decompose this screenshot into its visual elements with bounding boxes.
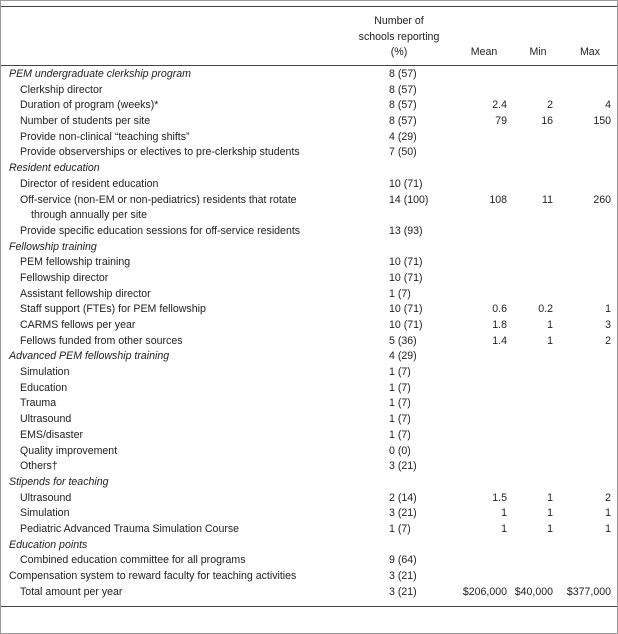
table-row [1,459,617,475]
header-number-reporting [341,14,457,61]
max-cell: 1 [605,303,611,316]
schools-reporting-cell: 0 (0) [389,444,411,457]
row-label [20,287,360,303]
min-cell: 1 [547,507,553,520]
min-cell: 11 [542,193,553,206]
schools-reporting-cell: 13 (93) [389,224,423,237]
section-row [1,161,617,177]
row-label-text: Total amount per year [20,585,123,598]
table-row [1,302,617,318]
table-row [1,569,617,585]
schools-reporting-cell: 10 (71) [389,303,423,316]
max-cell: 1 [605,507,611,520]
table-row [1,365,617,381]
row-label [20,224,360,240]
row-label [20,145,360,161]
row-label-text: Combined education committee for all programs [20,554,246,567]
table-row [1,177,617,193]
row-label-text: Trauma [20,397,57,410]
schools-reporting-cell: 10 (71) [389,319,423,332]
row-label-text: Education points [9,538,88,551]
row-label [20,193,360,224]
row-label [9,349,349,365]
row-label [9,538,349,554]
table-row [1,193,617,224]
schools-reporting-cell: 3 (21) [389,460,417,473]
header-mean: Mean [470,46,498,58]
max-cell: $377,000 [566,585,611,598]
bottom-rule [1,606,617,607]
schools-reporting-cell: 2 (14) [389,491,417,504]
row-label-text: Assistant fellowship director [20,287,151,300]
schools-reporting-cell: 1 (7) [389,428,411,441]
row-label [9,569,349,585]
row-label [9,67,349,83]
schools-reporting-cell: 1 (7) [389,413,411,426]
min-cell: 1 [547,522,553,535]
max-cell: 2 [605,334,611,347]
section-row [1,67,617,83]
row-label-text: Fellowship training [9,240,97,253]
row-label-text: Fellowship director [20,271,109,284]
row-label-text: Ultrasound [20,413,72,426]
header-max: Max [579,46,600,58]
table-row [1,145,617,161]
row-label [20,83,360,99]
row-label [20,585,360,601]
row-label [20,255,360,271]
section-row [1,349,617,365]
row-label-text: Pediatric Advanced Trauma Simulation Course [20,522,240,535]
mean-cell: 1 [501,522,507,535]
row-label-text: Number of students per site [20,115,151,128]
header-number-line1: Number of [374,15,424,27]
table-row [1,130,617,146]
schools-reporting-cell: 4 (29) [389,130,417,143]
min-cell: 1 [547,319,553,332]
row-label-text: Clerkship director [20,83,103,96]
table-row [1,271,617,287]
row-label-text: Director of resident education [20,177,159,190]
row-label-text: PEM fellowship training [20,256,131,269]
max-cell: 4 [605,99,611,112]
row-label [20,444,360,460]
min-cell: 2 [547,99,553,112]
top-rule [1,6,617,7]
max-cell: 2 [605,491,611,504]
schools-reporting-cell: 4 (29) [389,350,417,363]
row-label-text: Others† [20,460,58,473]
schools-reporting-cell: 10 (71) [389,177,423,190]
header-number-line3: (%) [390,46,408,58]
table-row [1,318,617,334]
row-label [20,271,360,287]
header-rule [1,65,617,66]
row-label [20,553,360,569]
max-cell: 150 [593,115,611,128]
header-number-line2: schools reporting [358,30,440,43]
row-label-text: Simulation [20,507,70,520]
table-row [1,585,617,601]
schools-reporting-cell: 10 (71) [389,271,423,284]
row-label-text: Stipends for teaching [9,475,109,488]
min-cell: 16 [541,115,553,128]
row-label-text: Compensation system to reward faculty for teaching activities [9,570,297,583]
row-label [20,365,360,381]
schools-reporting-cell: 8 (57) [389,115,417,128]
schools-reporting-cell: 1 (7) [389,522,411,535]
row-label-text: Provide specific education sessions for off-service residents [20,224,301,237]
schools-reporting-cell: 5 (36) [389,334,417,347]
row-label-text: Ultrasound [20,491,72,504]
row-label-text: Provide observerships or electives to pre-clerkship students [20,146,300,159]
row-label-text: EMS/disaster [20,428,83,441]
table-row [1,224,617,240]
max-cell: 3 [605,319,611,332]
table-row [1,381,617,397]
row-label [9,475,349,491]
schools-reporting-cell: 9 (64) [389,554,417,567]
min-cell: 0.2 [538,303,553,316]
row-label [9,161,349,177]
table-row [1,553,617,569]
row-label [20,114,360,130]
schools-reporting-cell: 1 (7) [389,397,411,410]
row-label-text: PEM undergraduate clerkship program [9,68,191,80]
row-label-text: CARMS fellows per year [20,319,136,332]
schools-reporting-cell: 14 (100) [389,193,429,206]
section-row [1,240,617,256]
schools-reporting-cell: 8 (57) [389,68,417,80]
row-label [20,318,360,334]
min-cell: 1 [547,334,553,347]
row-label-continuation: through annually per site [31,209,148,222]
row-label [20,428,360,444]
schools-reporting-cell: 8 (57) [389,83,417,96]
schools-reporting-cell: 8 (57) [389,99,417,112]
row-label-text: Off-service (non-EM or non-pediatrics) residents that rotate [20,193,297,206]
schools-reporting-cell: 1 (7) [389,287,411,300]
row-label-text: Fellows funded from other sources [20,334,183,347]
mean-cell: 79 [495,115,507,128]
row-label-text: Resident education [9,162,100,175]
row-label [20,491,360,507]
row-label-text: Education [20,381,68,394]
table-body [1,67,617,600]
max-cell: 260 [593,193,611,206]
table-row [1,506,617,522]
schools-reporting-cell: 7 (50) [389,146,417,159]
table-row [1,522,617,538]
table-row [1,334,617,350]
row-label [20,302,360,318]
schools-reporting-cell: 10 (71) [389,256,423,269]
row-label [20,412,360,428]
row-label-text: Advanced PEM fellowship training [9,350,170,363]
max-cell: 1 [605,522,611,535]
schools-reporting-cell: 1 (7) [389,366,411,379]
row-label [20,459,360,475]
schools-reporting-cell: 3 (21) [389,585,417,598]
schools-reporting-cell: 3 (21) [389,570,417,583]
min-cell: 1 [547,491,553,504]
row-label-text: Quality improvement [20,444,118,457]
table-row [1,412,617,428]
section-row [1,475,617,491]
table-row [1,444,617,460]
row-label-text: Provide non-clinical “teaching shifts” [20,130,190,143]
schools-reporting-cell: 3 (21) [389,507,417,520]
mean-cell: 1.4 [492,334,507,347]
row-label [9,240,349,256]
row-label [20,396,360,412]
table-row [1,491,617,507]
table-row [1,114,617,130]
mean-cell: 0.6 [492,303,507,316]
row-label [20,177,360,193]
table-row [1,287,617,303]
row-label [20,506,360,522]
row-label [20,381,360,397]
row-label [20,130,360,146]
row-label-text: Staff support (FTEs) for PEM fellowship [20,303,206,316]
table-row [1,255,617,271]
table-row [1,428,617,444]
section-row [1,538,617,554]
table-row [1,396,617,412]
schools-reporting-cell: 1 (7) [389,381,411,394]
row-label-text: Simulation [20,366,70,379]
row-label-text: Duration of program (weeks)* [20,99,159,112]
table-row [1,98,617,114]
row-label [20,334,360,350]
mean-cell: 1.5 [492,491,507,504]
mean-cell: $206,000 [462,585,507,598]
mean-cell: 1.8 [492,319,507,332]
row-label [20,98,360,114]
mean-cell: 108 [489,193,507,206]
mean-cell: 1 [501,507,507,520]
header-min: Min [529,46,547,58]
min-cell: $40,000 [514,585,553,598]
row-label [20,522,360,538]
table-row [1,83,617,99]
mean-cell: 2.4 [492,99,507,112]
